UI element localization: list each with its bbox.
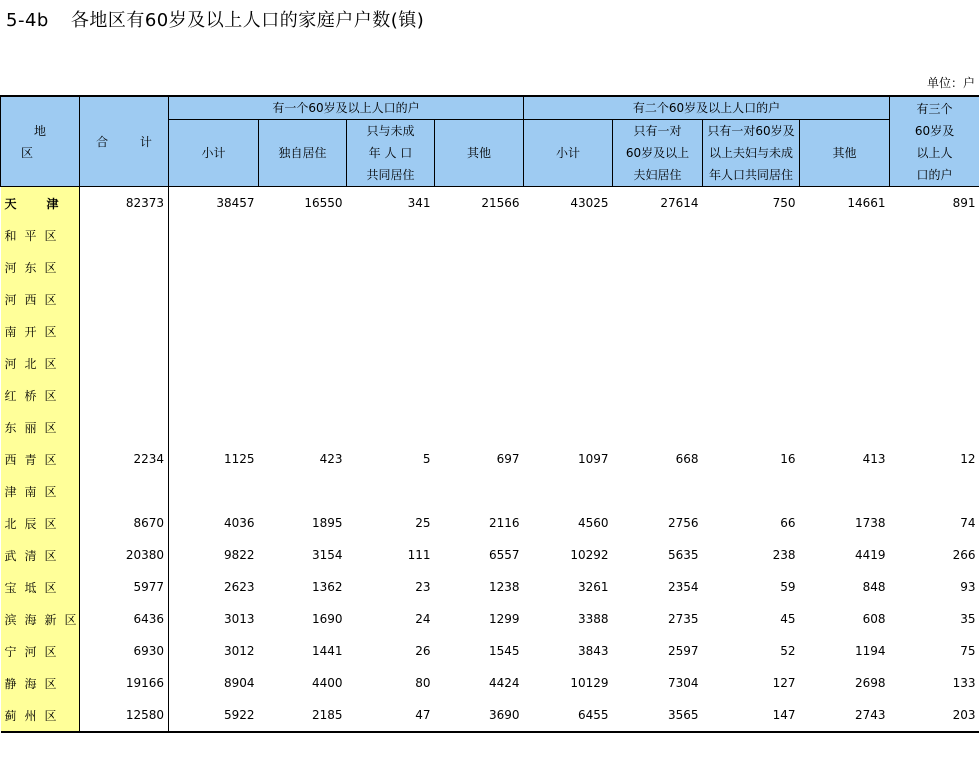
value-cell: 8670 [80, 507, 169, 539]
header-g1-subtotal: 小计 [169, 120, 259, 187]
value-cell [169, 283, 259, 315]
region-cell: 河东区 [1, 251, 80, 283]
region-cell: 宁河区 [1, 635, 80, 667]
header-group-three-line: 以上人 [916, 145, 953, 160]
header-g2-couple-minor-line: 只有一对60岁及 [707, 124, 795, 138]
value-cell [524, 251, 613, 283]
value-cell [169, 251, 259, 283]
value-cell [524, 219, 613, 251]
value-cell: 5977 [80, 571, 169, 603]
value-cell [613, 283, 703, 315]
value-cell [890, 219, 979, 251]
value-cell: 16550 [304, 196, 343, 210]
value-cell [259, 411, 347, 443]
value-cell [703, 379, 800, 411]
value-cell: 80 [415, 676, 431, 690]
region-cell: 南开区 [1, 315, 80, 347]
value-cell [800, 283, 890, 315]
value-cell: 1299 [488, 612, 520, 626]
value-cell: 127 [772, 676, 796, 690]
value-cell [169, 315, 259, 347]
value-cell: 848 [862, 580, 886, 594]
header-group-three-line: 60岁及 [914, 123, 955, 138]
value-cell [80, 251, 169, 283]
region-cell: 北辰区 [1, 507, 80, 539]
value-cell [800, 315, 890, 347]
value-cell [80, 315, 169, 347]
table-row [1, 443, 979, 475]
value-cell: 238 [772, 548, 796, 562]
value-cell: 93 [960, 580, 976, 594]
value-cell: 1097 [577, 452, 609, 466]
value-cell: 6436 [80, 603, 169, 635]
table-row [1, 411, 979, 443]
value-cell [613, 411, 703, 443]
header-group-two: 有二个60岁及以上人口的户 [524, 96, 890, 120]
table-row [1, 539, 979, 571]
table-row [1, 635, 979, 667]
value-cell: 3388 [577, 612, 609, 626]
value-cell [800, 475, 890, 507]
value-cell [435, 315, 524, 347]
table-row [1, 283, 979, 315]
value-cell: 111 [407, 548, 431, 562]
value-cell [800, 251, 890, 283]
value-cell [347, 251, 435, 283]
value-cell [259, 347, 347, 379]
value-cell: 23 [415, 580, 431, 594]
value-cell: 4036 [223, 516, 255, 530]
value-cell: 1690 [311, 612, 343, 626]
value-cell [613, 475, 703, 507]
value-cell [800, 411, 890, 443]
value-cell: 5 [422, 452, 431, 466]
table-row [1, 475, 979, 507]
header-g1-minor [347, 120, 435, 187]
value-cell [613, 251, 703, 283]
value-cell [524, 411, 613, 443]
value-cell [890, 411, 979, 443]
value-cell: 1125 [223, 452, 255, 466]
table-row [1, 219, 979, 251]
value-cell [613, 379, 703, 411]
region-cell: 天津 [1, 187, 80, 220]
value-cell [800, 219, 890, 251]
value-cell: 45 [780, 612, 796, 626]
value-cell [890, 347, 979, 379]
value-cell: 2116 [488, 516, 520, 530]
table-row [1, 667, 979, 699]
value-cell [435, 219, 524, 251]
table-code: 5-4b [6, 10, 49, 31]
value-cell [169, 411, 259, 443]
value-cell: 14661 [847, 196, 886, 210]
table-header [1, 96, 979, 187]
value-cell: 3261 [577, 580, 609, 594]
header-g2-couple-line: 只有一对 [633, 124, 682, 138]
value-cell [80, 283, 169, 315]
value-cell [435, 379, 524, 411]
value-cell: 75 [960, 644, 976, 658]
region-cell: 西青区 [1, 443, 80, 475]
value-cell: 750 [772, 196, 796, 210]
table-body [1, 187, 979, 733]
value-cell: 43025 [570, 196, 609, 210]
header-group-one: 有一个60岁及以上人口的户 [169, 96, 524, 120]
value-cell [613, 347, 703, 379]
value-cell [259, 475, 347, 507]
value-cell: 2185 [259, 699, 347, 732]
page-title [6, 6, 424, 32]
value-cell [703, 283, 800, 315]
value-cell [703, 347, 800, 379]
value-cell: 9822 [223, 548, 255, 562]
value-cell [703, 475, 800, 507]
value-cell: 12580 [80, 699, 169, 732]
value-cell: 2698 [855, 676, 886, 690]
value-cell [703, 315, 800, 347]
value-cell: 52 [780, 644, 796, 658]
value-cell: 66 [780, 516, 796, 530]
value-cell [347, 411, 435, 443]
value-cell [80, 219, 169, 251]
value-cell: 1441 [311, 644, 343, 658]
value-cell: 697 [496, 452, 520, 466]
header-g1-minor-line: 年 人 口 [368, 146, 413, 160]
header-g1-other: 其他 [435, 120, 524, 187]
value-cell: 82373 [80, 187, 169, 220]
header-total: 合 计 [80, 96, 169, 187]
region-cell: 东丽区 [1, 411, 80, 443]
value-cell: 2623 [223, 580, 255, 594]
value-cell [890, 251, 979, 283]
value-cell [435, 283, 524, 315]
header-group-three [890, 96, 979, 187]
region-cell: 河西区 [1, 283, 80, 315]
table-row [1, 603, 979, 635]
value-cell: 10292 [570, 548, 609, 562]
region-cell: 和平区 [1, 219, 80, 251]
value-cell: 1238 [488, 580, 520, 594]
value-cell [703, 219, 800, 251]
value-cell [890, 283, 979, 315]
value-cell: 19166 [80, 667, 169, 699]
value-cell [800, 379, 890, 411]
value-cell: 25 [415, 516, 431, 530]
value-cell: 7304 [667, 676, 699, 690]
value-cell: 1194 [855, 644, 886, 658]
value-cell [524, 379, 613, 411]
value-cell [347, 347, 435, 379]
region-cell: 滨海新区 [1, 603, 80, 635]
value-cell: 47 [347, 699, 435, 732]
table-row [1, 251, 979, 283]
value-cell [890, 379, 979, 411]
value-cell [890, 315, 979, 347]
value-cell [435, 347, 524, 379]
value-cell: 3843 [577, 644, 609, 658]
value-cell: 1362 [311, 580, 343, 594]
table-row [1, 315, 979, 347]
region-cell: 蓟州区 [1, 699, 80, 732]
value-cell: 4560 [577, 516, 609, 530]
value-cell [524, 475, 613, 507]
value-cell: 20380 [80, 539, 169, 571]
header-g2-couple-minor [703, 120, 800, 187]
table-title-text: 各地区有60岁及以上人口的家庭户户数(镇) [70, 10, 425, 31]
value-cell: 16 [780, 452, 796, 466]
value-cell: 59 [780, 580, 796, 594]
value-cell [800, 347, 890, 379]
value-cell [703, 411, 800, 443]
value-cell: 27614 [660, 196, 699, 210]
value-cell [347, 379, 435, 411]
value-cell: 133 [952, 676, 976, 690]
value-cell [347, 475, 435, 507]
value-cell: 2354 [667, 580, 699, 594]
value-cell [435, 475, 524, 507]
value-cell: 24 [415, 612, 431, 626]
value-cell: 2597 [667, 644, 699, 658]
table-row [1, 571, 979, 603]
value-cell: 2756 [667, 516, 699, 530]
region-cell: 红桥区 [1, 379, 80, 411]
value-cell: 3013 [223, 612, 255, 626]
value-cell: 21566 [481, 196, 520, 210]
value-cell: 26 [415, 644, 431, 658]
unit-label: 单位：户 [926, 76, 975, 90]
value-cell: 12 [960, 452, 976, 466]
value-cell [347, 219, 435, 251]
value-cell: 266 [952, 548, 976, 562]
value-cell [259, 379, 347, 411]
value-cell [435, 411, 524, 443]
value-cell [80, 379, 169, 411]
header-g2-couple [613, 120, 703, 187]
value-cell: 608 [862, 612, 886, 626]
value-cell: 1895 [311, 516, 343, 530]
value-cell: 3154 [311, 548, 343, 562]
value-cell [613, 315, 703, 347]
value-cell: 3690 [435, 699, 524, 732]
table-row [1, 347, 979, 379]
value-cell: 5922 [169, 699, 259, 732]
header-g1-alone: 独自居住 [259, 120, 347, 187]
value-cell: 4400 [311, 676, 343, 690]
value-cell [524, 315, 613, 347]
value-cell [80, 347, 169, 379]
header-region: 地 区 [1, 96, 80, 187]
value-cell: 5635 [667, 548, 699, 562]
region-cell: 静海区 [1, 667, 80, 699]
value-cell: 668 [675, 452, 699, 466]
value-cell [259, 219, 347, 251]
value-cell [524, 347, 613, 379]
table-row [1, 379, 979, 411]
header-group-three-line: 有三个 [916, 101, 953, 116]
region-cell: 宝坻区 [1, 571, 80, 603]
value-cell: 4419 [855, 548, 886, 562]
header-g1-minor-line: 只与未成 [366, 124, 415, 138]
value-cell [169, 347, 259, 379]
value-cell: 341 [407, 196, 431, 210]
value-cell: 3565 [613, 699, 703, 732]
value-cell: 423 [319, 452, 343, 466]
region-cell: 津南区 [1, 475, 80, 507]
value-cell: 6930 [80, 635, 169, 667]
region-cell: 河北区 [1, 347, 80, 379]
region-cell: 武清区 [1, 539, 80, 571]
header-g2-couple-line: 夫妇居住 [633, 168, 682, 182]
value-cell: 4424 [488, 676, 520, 690]
value-cell: 2735 [667, 612, 699, 626]
value-cell: 2234 [80, 443, 169, 475]
value-cell: 203 [890, 699, 979, 732]
header-g2-couple-minor-line: 以上夫妇与未成 [709, 146, 794, 160]
value-cell: 891 [952, 196, 976, 210]
header-g2-couple-line: 60岁及以上 [625, 146, 690, 160]
value-cell [259, 283, 347, 315]
header-group-three-line: 口的户 [916, 167, 953, 182]
value-cell: 1738 [855, 516, 886, 530]
value-cell [169, 379, 259, 411]
value-cell [347, 283, 435, 315]
value-cell [703, 251, 800, 283]
table-row [1, 507, 979, 539]
value-cell [169, 219, 259, 251]
value-cell: 38457 [216, 196, 255, 210]
value-cell [169, 475, 259, 507]
value-cell [80, 475, 169, 507]
value-cell: 2743 [800, 699, 890, 732]
header-g2-subtotal: 小计 [524, 120, 613, 187]
header-g1-minor-line: 共同居住 [366, 168, 415, 182]
value-cell: 35 [960, 612, 976, 626]
value-cell [435, 251, 524, 283]
value-cell: 6557 [488, 548, 520, 562]
value-cell: 10129 [570, 676, 609, 690]
data-table [0, 95, 979, 733]
value-cell [524, 283, 613, 315]
header-g2-couple-minor-line: 年人口共同居住 [709, 168, 794, 182]
value-cell: 6455 [524, 699, 613, 732]
value-cell: 147 [703, 699, 800, 732]
value-cell: 74 [960, 516, 976, 530]
value-cell [259, 251, 347, 283]
value-cell: 8904 [223, 676, 255, 690]
value-cell [347, 315, 435, 347]
value-cell [613, 219, 703, 251]
table-row [1, 699, 979, 732]
value-cell [890, 475, 979, 507]
value-cell: 1545 [488, 644, 520, 658]
table-row [1, 187, 979, 220]
value-cell: 413 [862, 452, 886, 466]
value-cell [80, 411, 169, 443]
value-cell [259, 315, 347, 347]
value-cell: 3012 [223, 644, 255, 658]
header-g2-other: 其他 [800, 120, 890, 187]
